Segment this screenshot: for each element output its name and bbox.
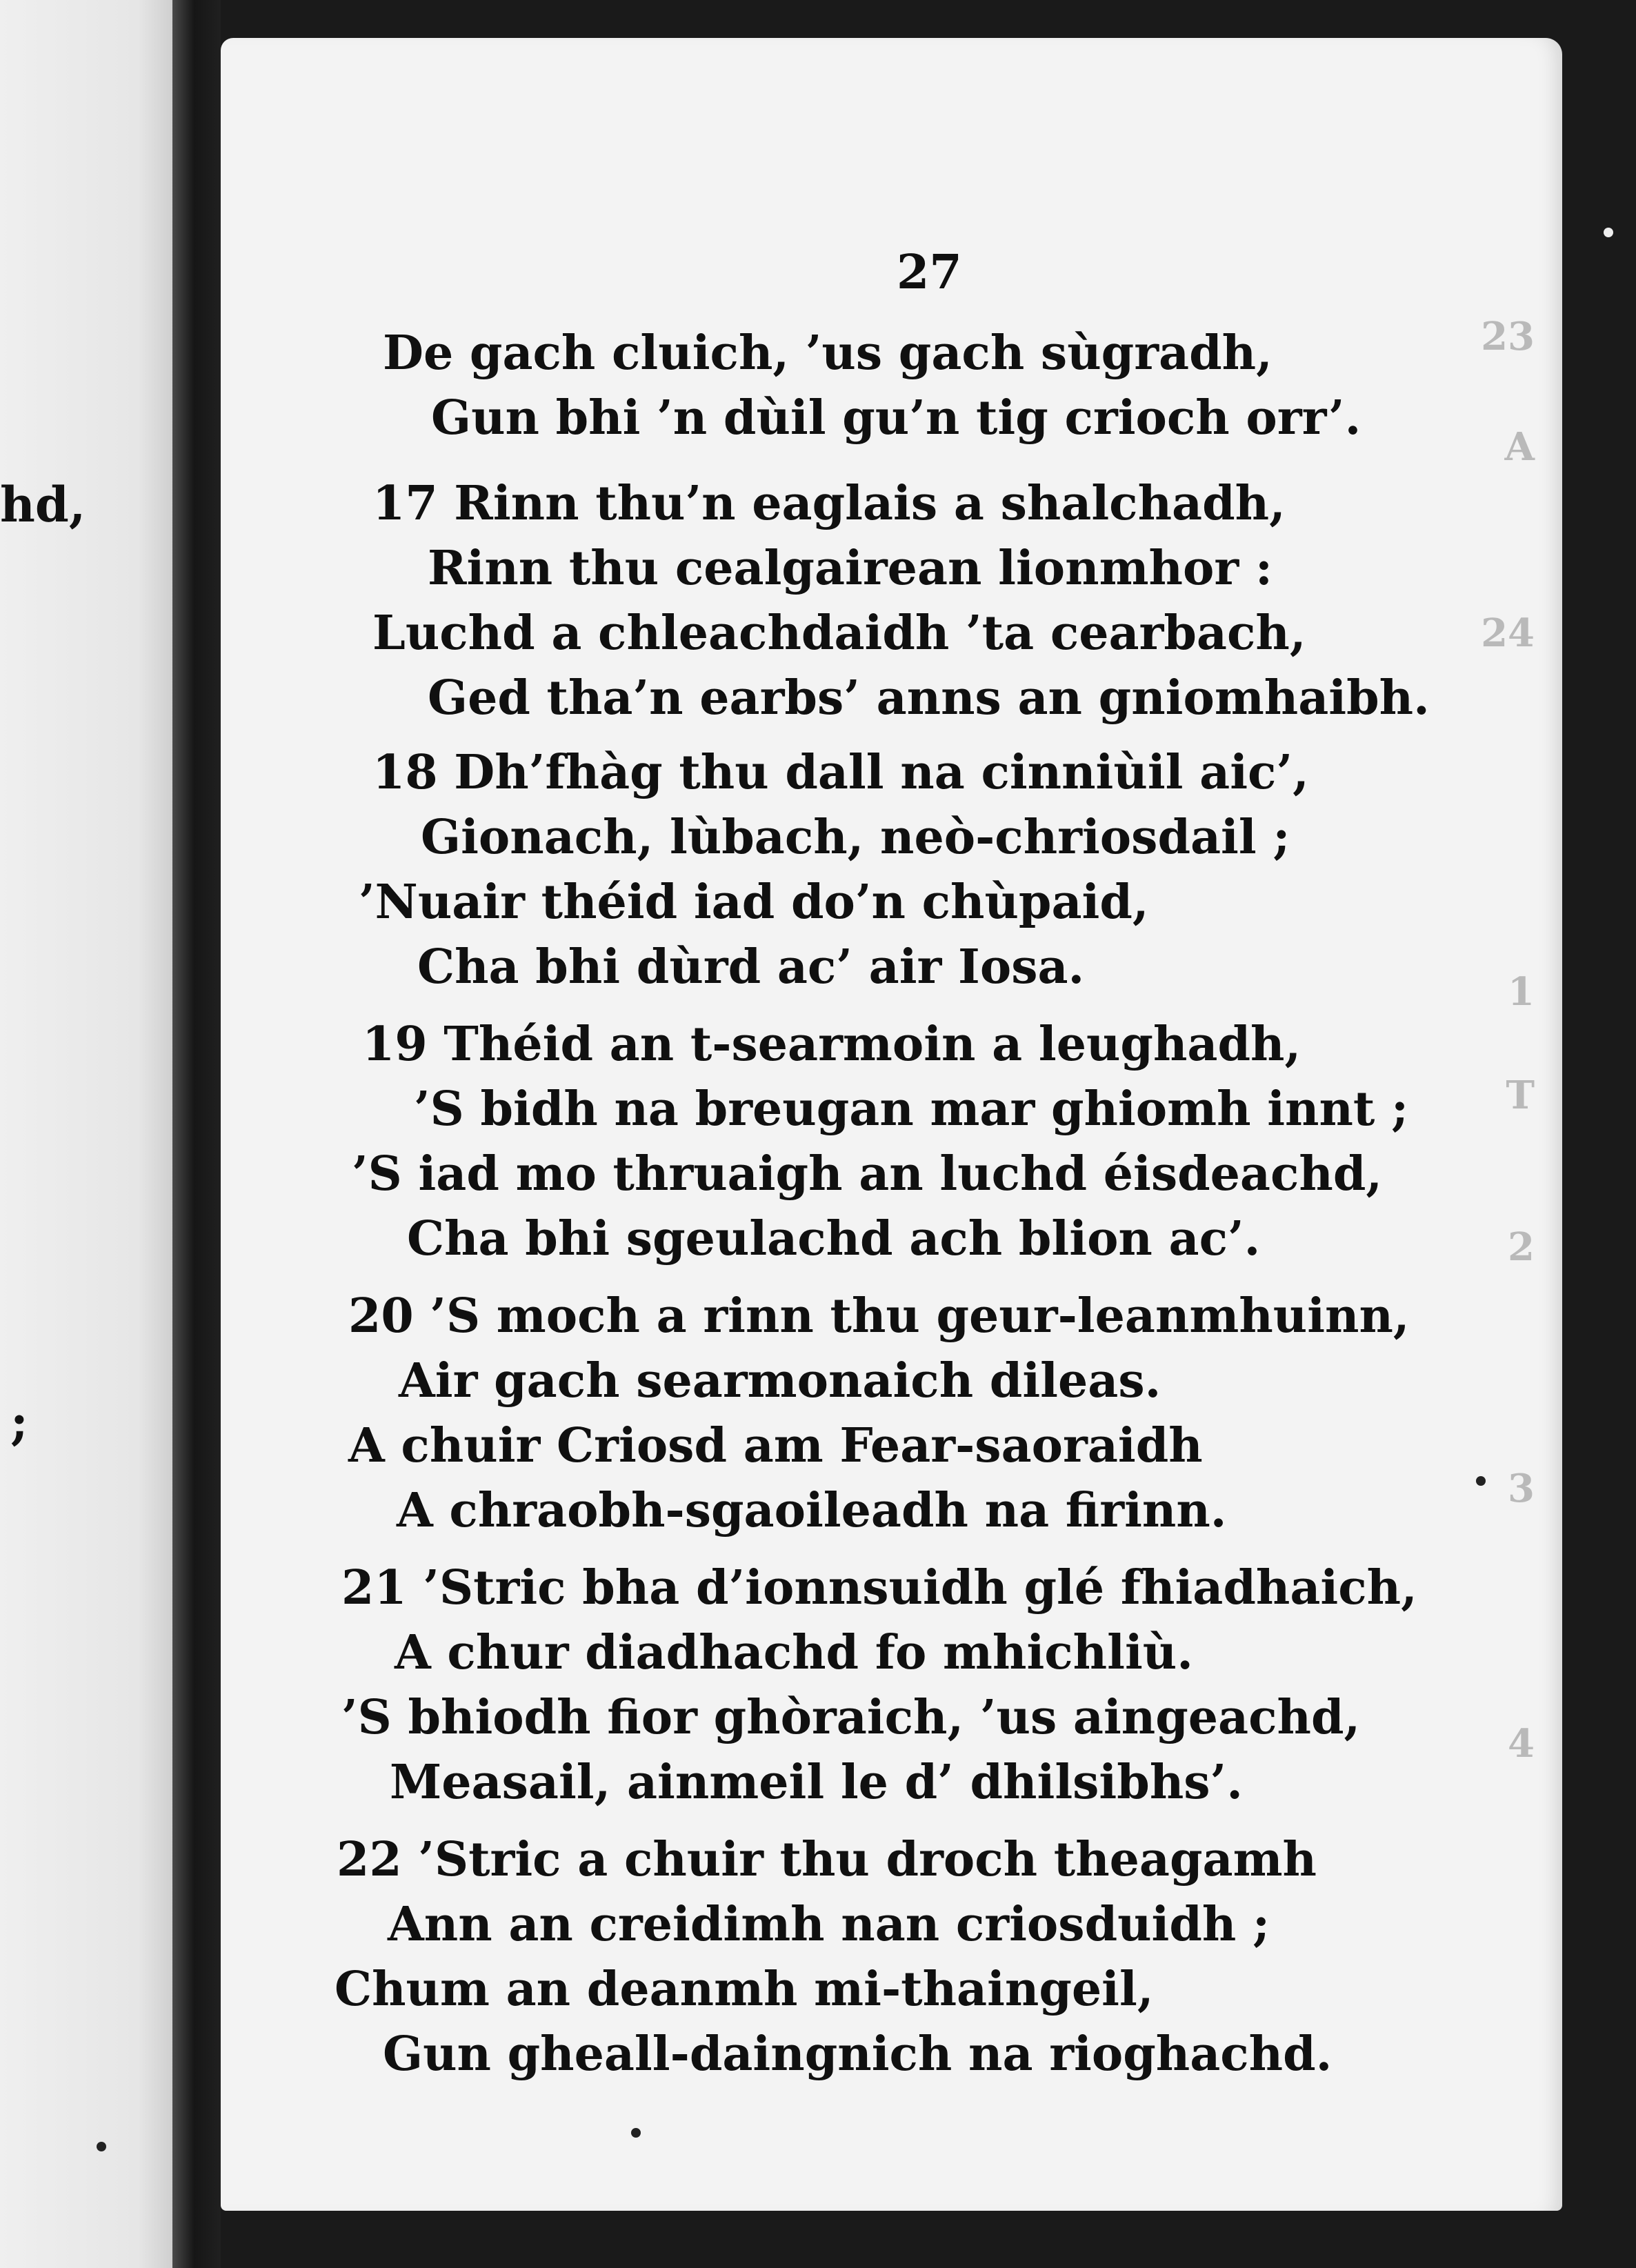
verse-line: A chur diadhachd fo mhichliù. [395,1625,1193,1680]
verse-line: ’S bhiodh fior ghòraich, ’us aingeachd, [341,1690,1361,1745]
verse-line: Air gach searmonaich dileas. [399,1353,1161,1409]
bleed-through-text: 24 [1481,610,1535,656]
verse-line: 19 Théid an t-searmoin a leughadh, [362,1017,1301,1072]
bleed-through-text: 1 [1508,969,1535,1015]
verse-line: Gun gheall-daingnich na rioghachd. [383,2027,1333,2082]
verse-line: 18 Dh’fhàg thu dall na cinniùil aic’, [372,745,1309,800]
verse-line: Chum an deanmh mi-thaingeil, [335,1962,1154,2017]
verse-line: 21 ’Stric bha d’ionnsuidh glé fhiadhaich, [341,1560,1417,1615]
verse-line: De gach cluich, ’us gach sùgradh, [383,326,1273,381]
bleed-through-text: 23 [1481,314,1535,359]
ink-speck [1476,1476,1486,1486]
edge-speck [1604,228,1613,237]
verse-line: 17 Rinn thu’n eaglais a shalchadh, [372,476,1286,531]
verse-line: Cha bhi dùrd ac’ air Iosa. [417,939,1085,995]
bleed-through-text: T [1506,1073,1535,1118]
facing-page-fragment: hd, [0,476,86,533]
verse-line: Gionach, lùbach, neò-chriosdail ; [421,810,1290,865]
verse-line: ’S bidh na breugan mar ghiomh innt ; [414,1082,1409,1137]
verse-line: ’Nuair théid iad do’n chùpaid, [359,875,1149,930]
bleed-through-text: 4 [1508,1721,1535,1767]
verse-line: 20 ’S moch a rinn thu geur-leanmhuinn, [348,1289,1410,1344]
verse-line: Ann an creidimh nan criosduidh ; [388,1897,1270,1952]
bleed-through-text: A [1504,424,1535,470]
verse-line: A chraobh-sgaoileadh na firinn. [397,1483,1227,1538]
facing-page-fragment: ; [10,1393,28,1451]
verse-line: Luchd a chleachdaidh ’ta cearbach, [372,606,1306,661]
ink-speck [631,2128,641,2138]
verse-line: Ged tha’n earbs’ anns an gniomhaibh. [428,670,1430,726]
bleed-through-text: 3 [1508,1466,1535,1511]
verse-line: Gun bhi ’n dùil gu’n tig crioch orr’. [431,390,1361,446]
verse-line: Rinn thu cealgairean lionmhor : [428,541,1273,596]
verse-line: Measail, ainmeil le d’ dhilsibhs’. [390,1755,1243,1810]
verse-line: A chuir Criosd am Fear-saoraidh [348,1418,1203,1473]
ink-speck [97,2142,106,2151]
page-number: 27 [897,245,962,300]
bleed-through-text: 2 [1508,1224,1535,1270]
verse-line: ’S iad mo thruaigh an luchd éisdeachd, [352,1146,1383,1202]
verse-line: Cha bhi sgeulachd ach blion ac’. [407,1211,1261,1266]
verse-line: 22 ’Stric a chuir thu droch theagamh [337,1832,1317,1887]
